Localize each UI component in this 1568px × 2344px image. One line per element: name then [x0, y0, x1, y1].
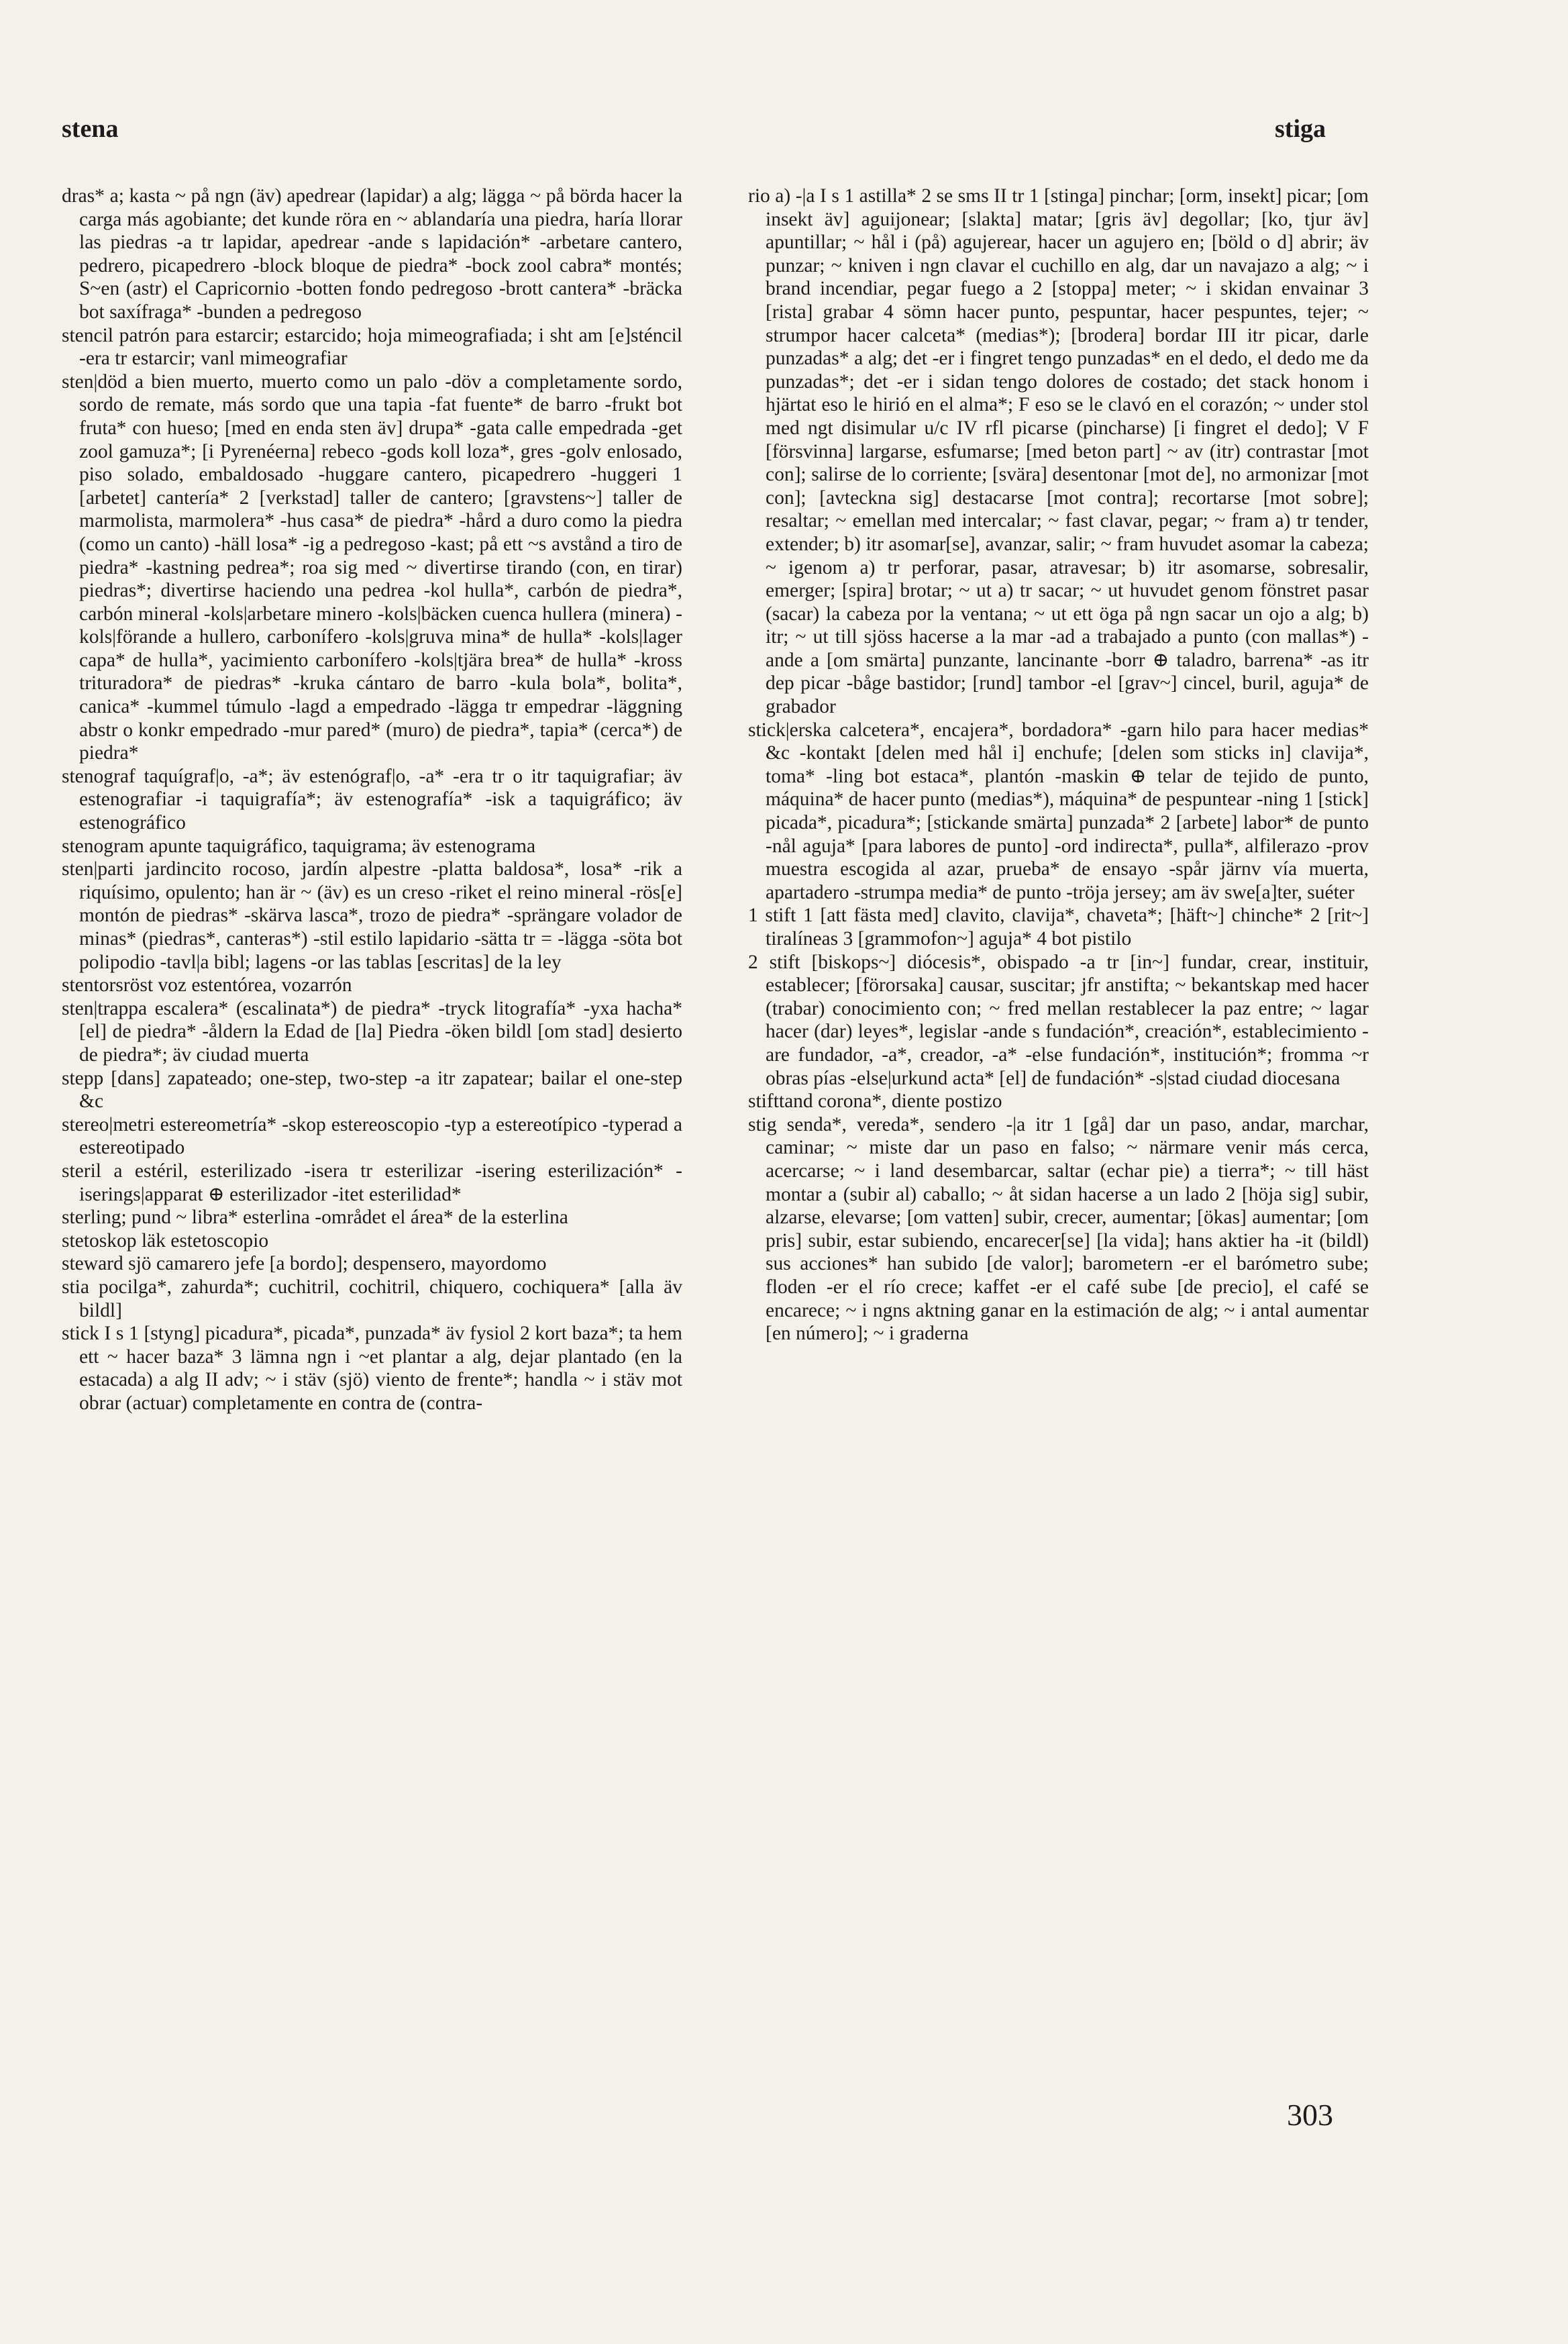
dictionary-entry: sterling; pund ~ libra* esterlina -området el área* de la esterlina [62, 1207, 568, 1229]
dictionary-entry: stentorsröst voz estentórea, vozarrón [62, 974, 352, 997]
left-column [62, 185, 682, 1415]
dictionary-entry: stereo|metri estereometría* -skop estereoscopio -typ a estereotípico -typerad a estereotipado [62, 1113, 682, 1159]
dictionary-entry: stia pocilga*, zahurda*; cuchitril, cochitril, chiquero, cochiquera* [alla äv bildl] [62, 1276, 682, 1321]
dictionary-entry: sten|trappa escalera* (escalinata*) de piedra* -tryck litografía* -yxa hacha* [el] de piedra* -åldern la Edad de [la] Piedra -öken bildl [om stad] desierto de piedra*; äv ciudad muerta [62, 997, 682, 1066]
running-head-left: stena [62, 115, 119, 143]
dictionary-entry: steril a estéril, esterilizado -isera tr esterilizar -isering esterilización* -iserings|apparat ⊕ esterilizador -itet esterilidad* [62, 1160, 682, 1205]
dictionary-entry: stenograf taquígraf|o, -a*; äv estenógraf|o, -a* -era tr o itr taquigrafiar; äv estenografiar -i taquigrafía*; äv estenografía* -isk a taquigráfico; äv estenográfico [62, 765, 682, 834]
dictionary-entry: dras* a; kasta ~ på ngn (äv) apedrear (lapidar) a alg; lägga ~ på börda hacer la carga más agobiante; det kunde röra en ~ ablandaría una piedra, haría llorar las piedras -a tr lapidar, apedrear -ande s lapidación* -arbetare cantero, pedrero, picapedrero -block bloque de piedra* -bock zool cabra* montés; S~en (astr) el Capricornio -botten fondo pedregoso -brott cantera* -bräcka bot saxífraga* -bunden a pedregoso [62, 185, 682, 323]
dictionary-entry: 1 stift 1 [att fästa med] clavito, clavija*, chaveta*; [häft~] chinche* 2 [rit~] tiralíneas 3 [grammofon~] aguja* 4 bot pistilo [748, 905, 1369, 950]
dictionary-entry: steward sjö camarero jefe [a bordo]; despensero, mayordomo [62, 1253, 547, 1275]
dictionary-entry: sten|parti jardincito rocoso, jardín alpestre -platta baldosa*, losa* -rik a riquísimo, opulento; han är ~ (äv) es un creso -riket el reino mineral -rös[e] montón de piedras* -skärva lasca*, trozo de piedra* -sprängare volador de minas* (piedras*, canteras*) -stil estilo lapidario -sätta tr = -lägga -söta bot polipodio -tavl|a bibl; lagens -or las tablas [escritas] de la ley [62, 858, 682, 973]
dictionary-entry: stifttand corona*, diente postizo [748, 1090, 1002, 1113]
dictionary-entry: stetoskop läk estetoscopio [62, 1229, 269, 1252]
dictionary-entry: stepp [dans] zapateado; one-step, two-step -a itr zapatear; bailar el one-step &c [62, 1067, 682, 1113]
running-head-right: stiga [1275, 115, 1326, 143]
dictionary-entry: stick I s 1 [styng] picadura*, picada*, punzada* äv fysiol 2 kort baza*; ta hem ett ~ hacer baza* 3 lämna ngn i ~et plantar a alg, dejar plantado (en la estacada) a alg II adv; ~ i stäv (sjö) viento de frente*; handla ~ i stäv mot obrar (actuar) completamente en contra de (contra- [62, 1323, 682, 1414]
dictionary-entry: stenogram apunte taquigráfico, taquigrama; äv estenograma [62, 835, 536, 857]
dictionary-entry: sten|död a bien muerto, muerto como un palo -döv a completamente sordo, sordo de remate, más sordo que una tapia -fat fuente* de barro -frukt bot fruta* con hueso; [med en enda sten äv] drupa* -gata calle empedrada -get zool gamuza*; [i Pyrenéerna] rebeco -gods koll loza*, gres -golv enlosado, piso solado, embaldosado -huggare cantero, picapedrero -huggeri 1 [arbetet] cantería* 2 [verkstad] taller de cantero; [gravstens~] taller de marmolista, marmolera* -hus casa* de piedra* -hård a duro como la piedra (como un canto) -häll losa* -ig a pedregoso -kast; på ett ~s avstånd a tiro de piedra* -kastning pedrea*; roa sig med ~ divertirse tirando (con, en tirar) piedras*; divertirse haciendo una pedrea -kol hulla*, carbón de piedra*, carbón mineral -kols|arbetare minero -kols|bäcken cuenca hullera (minera) -kols|förande a hullero, carbonífero -kols|gruva mina* de hulla* -kols|lager capa* de hulla*, yacimiento carbonífero -kols|tjära brea* de hulla* -kross trituradora* de piedras* -kruka cántaro de barro -kula bola*, bolita*, canica* -kummel túmulo -lagd a empedrado -lägga tr empedrar -läggning abstr o konkr empedrado -mur pared* (muro) de piedra*, tapia* (cerca*) de piedra* [62, 370, 682, 764]
dictionary-entry: 2 stift [biskops~] diócesis*, obispado -a tr [in~] fundar, crear, instituir, establecer; [förorsaka] causar, suscitar; jfr anstifta; ~ bekantskap med hacer (trabar) conocimiento con; ~ fred mellan restablecer la paz entre; ~ lagar hacer (dar) leyes*, legislar -ande s fundación*, creación*, establecimiento -are fundador, -a*, creador, -a* -else fundación*, institución*; fromma ~r obras pías -else|urkund acta* [el] de fundación* -s|stad ciudad diocesana [748, 951, 1369, 1089]
dictionary-entry: stick|erska calcetera*, encajera*, bordadora* -garn hilo para hacer medias* &c -kontakt [delen med hål i] enchufe; [delen som sticks in] clavija*, toma* -ling bot estaca*, plantón -maskin ⊕ telar de tejido de punto, máquina* de hacer punto (medias*), máquina* de pespuntear -ning 1 [stick] picada*, picadura*; [stickande smärta] punzada* 2 [arbete] labor* de punto -nål aguja* [para labores de punto] -ord indirecta*, pulla*, alfilerazo -prov muestra escogida al azar, prueba* de ensayo -spår järnv vía muerta, apartadero -strumpa media* de punto -tröja jersey; am äv swe[a]ter, suéter [748, 719, 1369, 903]
dictionary-entry: rio a) -|a I s 1 astilla* 2 se sms II tr 1 [stinga] pinchar; [orm, insekt] picar; [om insekt äv] aguijonear; [slakta] matar; [gris äv] degollar; [ko, tjur äv] apuntillar; ~ hål i (på) agujerear, hacer un agujero en; [böld o d] abrir; äv punzar; ~ kniven i ngn clavar el cuchillo en alg, dar un navajazo a alg; ~ i brand incendiar, pegar fuego a 2 [stoppa] meter; ~ i skidan envainar 3 [rista] grabar 4 sömn hacer punto, pespuntar, hacer pespuntes, tejer; ~ strumpor hacer calceta* (medias*); [brodera] bordar III itr picar, darle punzadas* a alg; det -er i fingret tengo punzadas* en el dedo, el dedo me da punzadas*; det -er i sidan tengo dolores de costado; det stack honom i hjärtat eso le hirió en el alma*; F eso se le clavó en el corazón; ~ under stol med ngt disimular u/c IV rfl picarse (pincharse) [i fingret el dedo]; V F [försvinna] largarse, esfumarse; [med beton part] ~ av (itr) contrastar [mot con]; salirse de lo corriente; [svära] desentonar [mot de], no armonizar [mot con]; [avteckna sig] destacarse [mot contra]; recortarse [mot sobre]; resaltar; ~ emellan med intercalar; ~ fast clavar, pegar; ~ fram a) tr tender, extender; b) itr asomar[se], avanzar, salir; ~ fram huvudet asomar la cabeza; ~ igenom a) tr perforar, pasar, atravesar; b) itr asomarse, sobresalir, emerger; [spira] brotar; ~ ut a) tr sacar; ~ ut huvudet genom fönstret pasar (sacar) la cabeza por la ventana; ~ ut ett öga på ngn sacar un ojo a alg; b) itr; ~ ut till sjöss hacerse a la mar -ad a trabajado a punto (con mallas*) -ande a [om smärta] punzante, lancinante -borr ⊕ taladro, barrena* -as itr dep picar -båge bastidor; [rund] tambor -el [grav~] cincel, buril, aguja* de grabador [748, 185, 1369, 718]
page-number: 303 [1287, 2098, 1333, 2132]
dictionary-entry: stig senda*, vereda*, sendero -|a itr 1 [gå] dar un paso, andar, marchar, caminar; ~ miste dar un paso en falso; ~ närmare venir más cerca, acercarse; ~ i land desembarcar, saltar (echar pie) a tierra*; ~ till häst montar a (subir al) caballo; ~ åt sidan hacerse a un lado 2 [höja sig] subir, alzarse, elevarse; [om vatten] subir, crecer, aumentar; [ökas] aumentar; [om pris] subir, estar subiendo, encarecer[se] [la vida]; hans aktier ha -it (bildl) sus acciones* han subido [de valor]; barometern -er el barómetro sube; floden -er el río crece; kaffet -er el café sube [de precio], el café se encarece; ~ i ngns aktning ganar en la estimación de alg; ~ i antal aumentar [en número]; ~ i graderna [748, 1113, 1369, 1345]
dictionary-entry: stencil patrón para estarcir; estarcido; hoja mimeografiada; i sht am [e]sténcil -era tr estarcir; vanl mimeografiar [62, 324, 682, 370]
right-column [748, 185, 1369, 1345]
